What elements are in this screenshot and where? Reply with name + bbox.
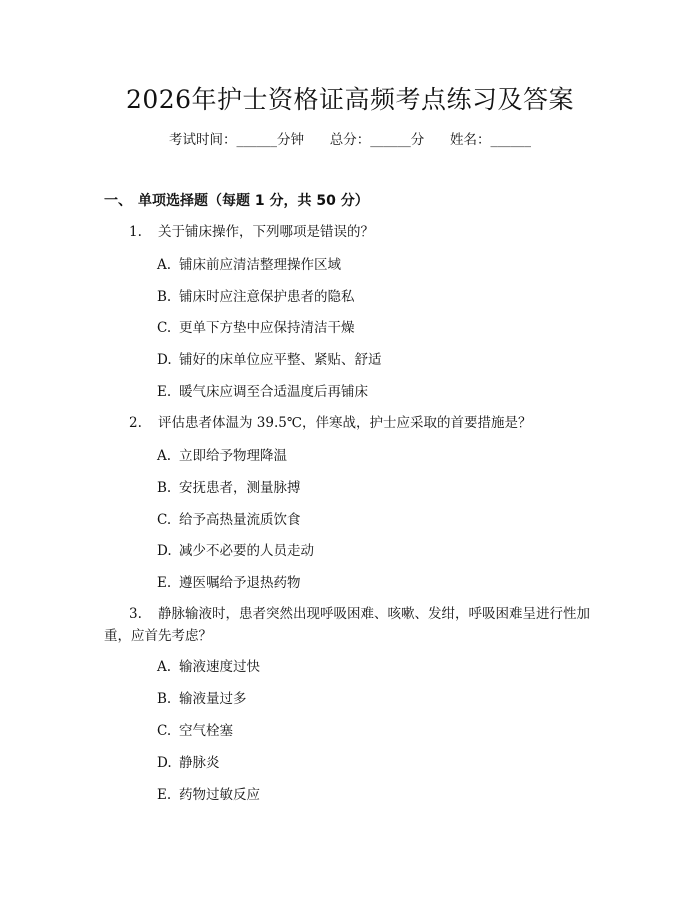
- option-3c: [157, 721, 233, 741]
- option-letter: D.: [157, 543, 172, 559]
- option-1a: [157, 255, 341, 275]
- option-letter: C.: [157, 512, 172, 528]
- option-2d: [157, 541, 314, 561]
- question-number: 1.: [129, 224, 142, 240]
- option-text: 更单下方垫中应保持清洁干燥: [179, 320, 355, 336]
- option-1d: [157, 350, 382, 370]
- option-3d: [157, 753, 220, 773]
- option-1e: [157, 382, 368, 402]
- option-text: 安抚患者，测量脉搏: [179, 480, 301, 496]
- option-letter: A.: [157, 659, 172, 675]
- option-text: 药物过敏反应: [179, 787, 260, 803]
- option-letter: C.: [157, 723, 172, 739]
- section-label: 单项选择题（每题 1 分，共 50 分）: [138, 193, 369, 209]
- question-number: 2.: [129, 415, 142, 431]
- option-letter: D.: [157, 352, 172, 368]
- option-letter: A.: [157, 257, 172, 273]
- exam-meta-line: 考试时间：______分钟 总分：______分 姓名：______: [169, 132, 531, 148]
- section-heading: [104, 191, 369, 211]
- option-text: 输液速度过快: [179, 659, 260, 675]
- option-3e: [157, 785, 260, 805]
- option-text: 暖气床应调至合适温度后再铺床: [179, 384, 368, 400]
- question-1: [104, 221, 600, 243]
- option-letter: E.: [157, 384, 172, 400]
- section-number: 一、: [104, 193, 132, 209]
- option-text: 铺好的床单位应平整、紧贴、舒适: [179, 352, 382, 368]
- question-text: 静脉输液时，患者突然出现呼吸困难、咳嗽、发绀，呼吸困难呈进行性加重，应首先考虑？: [104, 606, 590, 644]
- option-letter: B.: [157, 691, 172, 707]
- page-title: 2026年护士资格证高频考点练习及答案: [125, 85, 575, 114]
- option-3b: [157, 689, 247, 709]
- option-letter: B.: [157, 480, 172, 496]
- question-2: [104, 412, 600, 434]
- option-2b: [157, 478, 301, 498]
- option-text: 静脉炎: [179, 755, 220, 771]
- option-2e: [157, 573, 301, 593]
- option-letter: B.: [157, 289, 172, 305]
- option-text: 遵医嘱给予退热药物: [179, 575, 301, 591]
- option-letter: E.: [157, 575, 172, 591]
- option-text: 立即给予物理降温: [179, 448, 287, 464]
- option-1c: [157, 318, 355, 338]
- option-text: 空气栓塞: [179, 723, 233, 739]
- question-text: 评估患者体温为 39.5℃，伴寒战，护士应采取的首要措施是？: [158, 415, 532, 431]
- option-letter: E.: [157, 787, 172, 803]
- option-letter: D.: [157, 755, 172, 771]
- option-text: 输液量过多: [179, 691, 247, 707]
- option-2c: [157, 510, 301, 530]
- option-letter: A.: [157, 448, 172, 464]
- option-letter: C.: [157, 320, 172, 336]
- option-text: 给予高热量流质饮食: [179, 512, 301, 528]
- option-text: 减少不必要的人员走动: [179, 543, 314, 559]
- question-3: [104, 603, 600, 647]
- option-1b: [157, 287, 355, 307]
- option-text: 铺床时应注意保护患者的隐私: [179, 289, 355, 305]
- question-number: 3.: [129, 606, 142, 622]
- question-text: 关于铺床操作，下列哪项是错误的？: [158, 224, 374, 240]
- option-3a: [157, 657, 260, 677]
- option-2a: [157, 446, 287, 466]
- option-text: 铺床前应清洁整理操作区域: [179, 257, 341, 273]
